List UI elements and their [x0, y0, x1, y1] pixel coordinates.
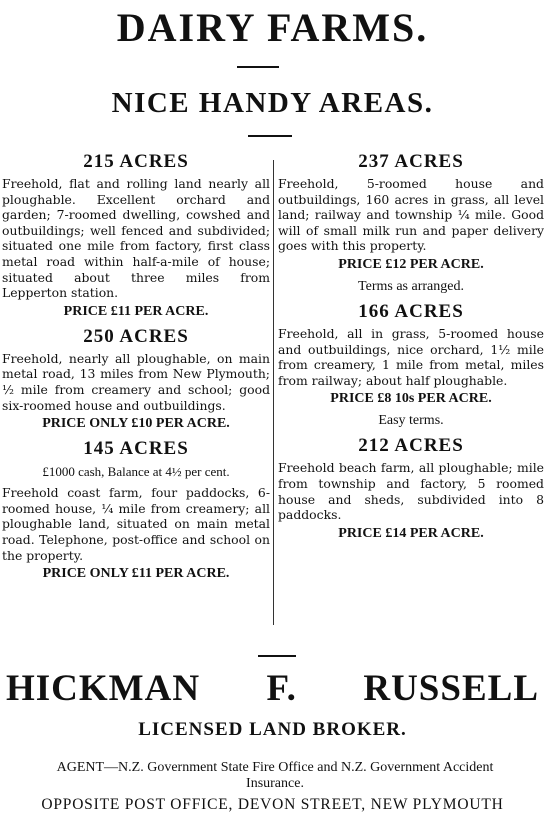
lot-price: PRICE ONLY £10 PER ACRE. — [42, 416, 230, 432]
page-subtitle: NICE HANDY AREAS. — [111, 87, 434, 119]
title-rule — [237, 66, 279, 68]
right-column — [278, 150, 544, 547]
lot-145-acres — [2, 437, 270, 583]
broker-licence: LICENSED LAND BROKER. — [138, 719, 407, 740]
broker-initial: F. — [266, 668, 297, 709]
agent-line: AGENT—N.Z. Government State Fire Office and N.Z. Government Accident Insurance. — [56, 760, 494, 791]
lot-250-acres — [2, 325, 270, 433]
lot-215-acres — [2, 150, 270, 321]
subtitle-rule — [248, 135, 292, 137]
lot-description: Freehold beach farm, all ploughable; mile from township and factory, 5 roomed house and sheds, subdivided into 8 paddocks. — [278, 460, 544, 523]
lot-price: PRICE £11 PER ACRE. — [63, 303, 209, 319]
lot-price: PRICE £14 PER ACRE. — [338, 525, 484, 541]
lot-description: Freehold, nearly all ploughable, on main metal road, 13 miles from New Plymouth; ½ mile from creamery and school; good six-roomed house and outbuildings. — [2, 350, 270, 413]
office-address: OPPOSITE POST OFFICE, DEVON STREET, NEW PLYMOUTH — [41, 796, 504, 813]
lot-description: Freehold, all in grass, 5-roomed house and outbuildings, nice orchard, 1½ mile from creamery, 1 mile from metal, miles from railway; about half ploughable. — [278, 325, 544, 388]
lot-price: PRICE ONLY £11 PER ACRE. — [42, 566, 230, 582]
lot-price: PRICE £12 PER ACRE. — [338, 256, 484, 272]
broker-first-name: HICKMAN — [6, 668, 201, 709]
broker-name — [0, 668, 545, 710]
lot-payment-note: £1000 cash, Balance at 4½ per cent. — [42, 464, 230, 480]
lot-price: PRICE £8 10s PER ACRE. — [330, 391, 492, 407]
lot-terms: Terms as arranged. — [358, 278, 464, 294]
lot-heading: 215 ACRES — [83, 151, 189, 172]
lot-description: Freehold, flat and rolling land nearly all ploughable. Excellent orchard and garden; 7-roomed dwelling, cowshed and outbuildings; well fenced and subdivided; situated one mile from factory, first class metal road within half-a-mile of house; situated about three miles from Lepperton station. — [2, 176, 270, 301]
lot-heading: 212 ACRES — [358, 435, 464, 457]
lot-212-acres — [278, 434, 544, 542]
lot-heading: 237 ACRES — [358, 151, 464, 172]
lot-166-acres — [278, 300, 544, 430]
lot-description: Freehold, 5-roomed house and outbuildings, 160 acres in grass, all level land; railway and township ¼ mile. Good will of small milk run and paper delivery goes with this property. — [278, 176, 544, 254]
lot-heading: 166 ACRES — [358, 300, 464, 322]
lot-terms: Easy terms. — [378, 413, 444, 429]
lot-heading: 250 ACRES — [83, 325, 189, 347]
broker-surname: RUSSELL — [363, 668, 539, 709]
footer-rule — [258, 655, 296, 657]
column-divider — [273, 160, 274, 625]
lot-description: Freehold coast farm, four paddocks, 6-roomed house, ¼ mile from creamery; all ploughable land, situated on main metal road. Telephone, post-office and school on the property. — [2, 485, 270, 563]
left-column — [2, 150, 270, 587]
lot-heading: 145 ACRES — [83, 438, 189, 460]
lot-237-acres — [278, 150, 544, 296]
page-title: DAIRY FARMS. — [116, 5, 429, 50]
